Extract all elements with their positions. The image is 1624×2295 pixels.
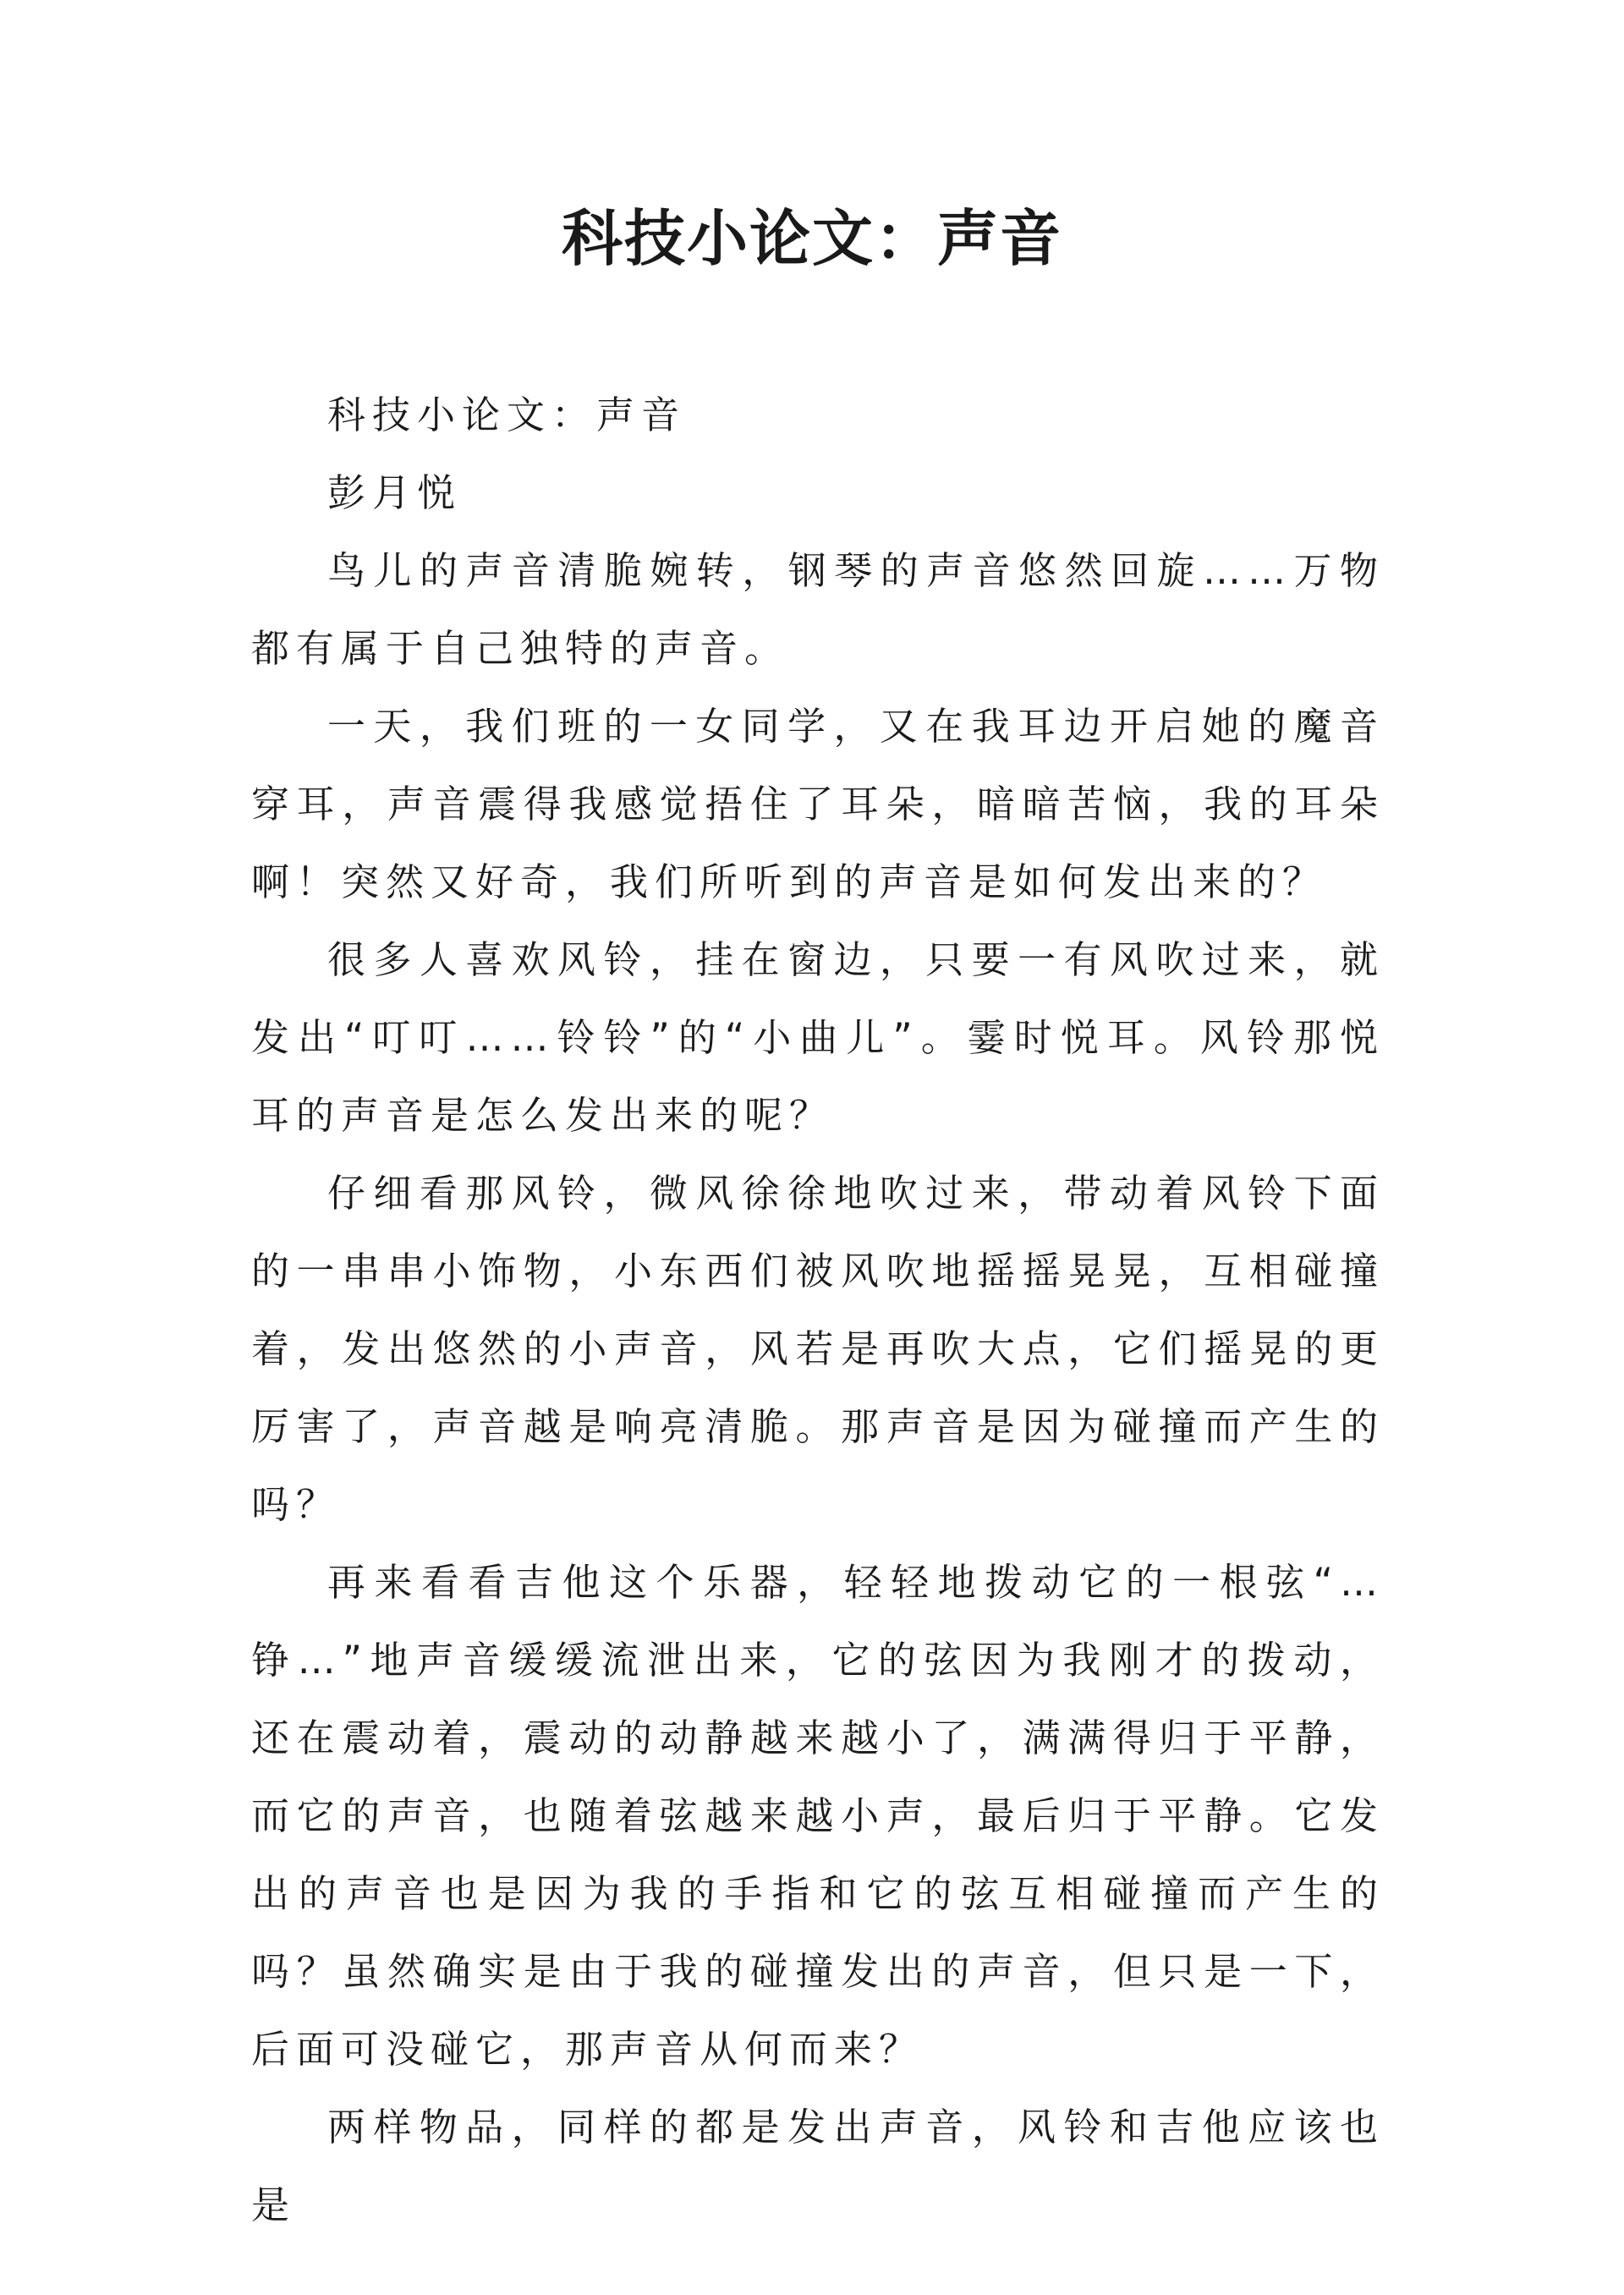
- paragraph: 两样物品，同样的都是发出声音，风铃和吉他应该也是: [251, 2105, 1385, 2227]
- paragraph: 一天，我们班的一女同学，又在我耳边开启她的魔音穿耳，声音震得我感觉捂住了耳朵，暗暗苦恼，我的耳朵啊！突然又好奇，我们所听到的声音是如何发出来的？: [251, 704, 1385, 904]
- paragraph: 再来看看吉他这个乐器，轻轻地拨动它的一根弦“…铮…”地声音缓缓流泄出来，它的弦因为我刚才的拨动，还在震动着，震动的动静越来越小了，满满得归于平静，而它的声音，也随着弦越来越小声，最后归于平静。它发出的声音也是因为我的手指和它的弦互相碰撞而产生的吗？虽然确实是由于我的碰撞发出的声音，但只是一下，后面可没碰它，那声音从何而来？: [251, 1560, 1385, 2072]
- paragraph: 鸟儿的声音清脆婉转，钢琴的声音悠然回旋……万物都有属于自己独特的声音。: [251, 548, 1385, 671]
- author-line: 彭月悦: [327, 470, 463, 515]
- paragraph: 仔细看那风铃，微风徐徐地吹过来，带动着风铃下面的一串串小饰物，小东西们被风吹地摇摇晃晃，互相碰撞着，发出悠然的小声音，风若是再吹大点，它们摇晃的更厉害了，声音越是响亮清脆。那声音是因为碰撞而产生的吗？: [251, 1171, 1385, 1527]
- document-title: 科技小论文：声音: [561, 202, 1062, 274]
- subtitle-line: 科技小论文：声音: [327, 393, 687, 437]
- paragraph: 很多人喜欢风铃，挂在窗边，只要一有风吹过来，就发出“叮叮……铃铃”的“小曲儿”。霎时悦耳。风铃那悦耳的声音是怎么发出来的呢？: [251, 937, 1385, 1138]
- document-body: [251, 376, 1385, 2244]
